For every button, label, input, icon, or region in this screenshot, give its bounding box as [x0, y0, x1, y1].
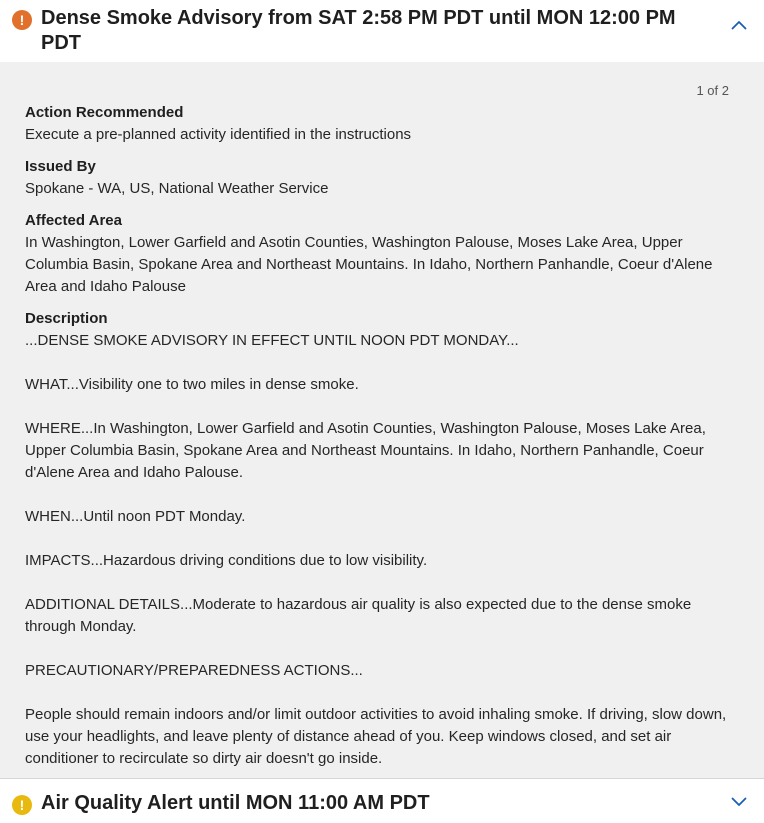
- section-label: Affected Area: [25, 212, 122, 229]
- description-paragraph: ...DENSE SMOKE ADVISORY IN EFFECT UNTIL NOON PDT MONDAY...: [25, 332, 519, 349]
- description-paragraph: ADDITIONAL DETAILS...Moderate to hazardous air quality is also expected due to the dense smoke through Monday.: [25, 596, 692, 635]
- section-value: Execute a pre-planned activity identified in the instructions: [25, 126, 412, 143]
- description-paragraph: WHEN...Until noon PDT Monday.: [25, 508, 246, 525]
- section-action-recommended: [25, 102, 739, 146]
- section-label: Description: [25, 310, 108, 327]
- section-value: In Washington, Lower Garfield and Asotin Counties, Washington Palouse, Moses Lake Area, Upper Columbia Basin, Spokane Area and Northeast Mountains. In Idaho, Northern Panhandle, Coeur d'Alene Area and Idaho Palouse: [25, 234, 713, 295]
- chevron-down-icon[interactable]: [728, 791, 750, 813]
- alert-header-air-quality[interactable]: [0, 778, 764, 823]
- description-paragraph: People should remain indoors and/or limit outdoor activities to avoid inhaling smoke. If driving, slow down, use your headlights, and leave plenty of distance ahead of you. Keep windows closed, and set air conditioner to recirculate so dirty air doesn't go inside.: [25, 706, 727, 767]
- warning-icon: !: [12, 10, 32, 30]
- section-description: [25, 308, 739, 770]
- warning-icon: !: [12, 795, 32, 815]
- description-text: [25, 330, 739, 770]
- alert-header-dense-smoke[interactable]: [0, 0, 764, 62]
- section-label: Action Recommended: [25, 104, 184, 121]
- section-value: Spokane - WA, US, National Weather Service: [25, 180, 329, 197]
- section-affected-area: [25, 210, 739, 298]
- alert-title: Dense Smoke Advisory from SAT 2:58 PM PDT until MON 12:00 PM PDT: [41, 7, 676, 54]
- description-paragraph: WHERE...In Washington, Lower Garfield and Asotin Counties, Washington Palouse, Moses Lake Area, Upper Columbia Basin, Spokane Area and Northeast Mountains. In Idaho, Northern Panhandle, Coeur d'Alene Area and Idaho Palouse.: [25, 420, 706, 481]
- alert-title: Air Quality Alert until MON 11:00 AM PDT: [41, 792, 430, 814]
- description-paragraph: PRECAUTIONARY/PREPAREDNESS ACTIONS...: [25, 662, 363, 679]
- description-paragraph: IMPACTS...Hazardous driving conditions due to low visibility.: [25, 552, 428, 569]
- alert-details-panel: [0, 62, 764, 778]
- alert-pager: 1 of 2: [696, 83, 729, 98]
- section-label: Issued By: [25, 158, 96, 175]
- chevron-up-icon[interactable]: [728, 14, 750, 36]
- section-issued-by: [25, 156, 739, 200]
- description-paragraph: WHAT...Visibility one to two miles in dense smoke.: [25, 376, 359, 393]
